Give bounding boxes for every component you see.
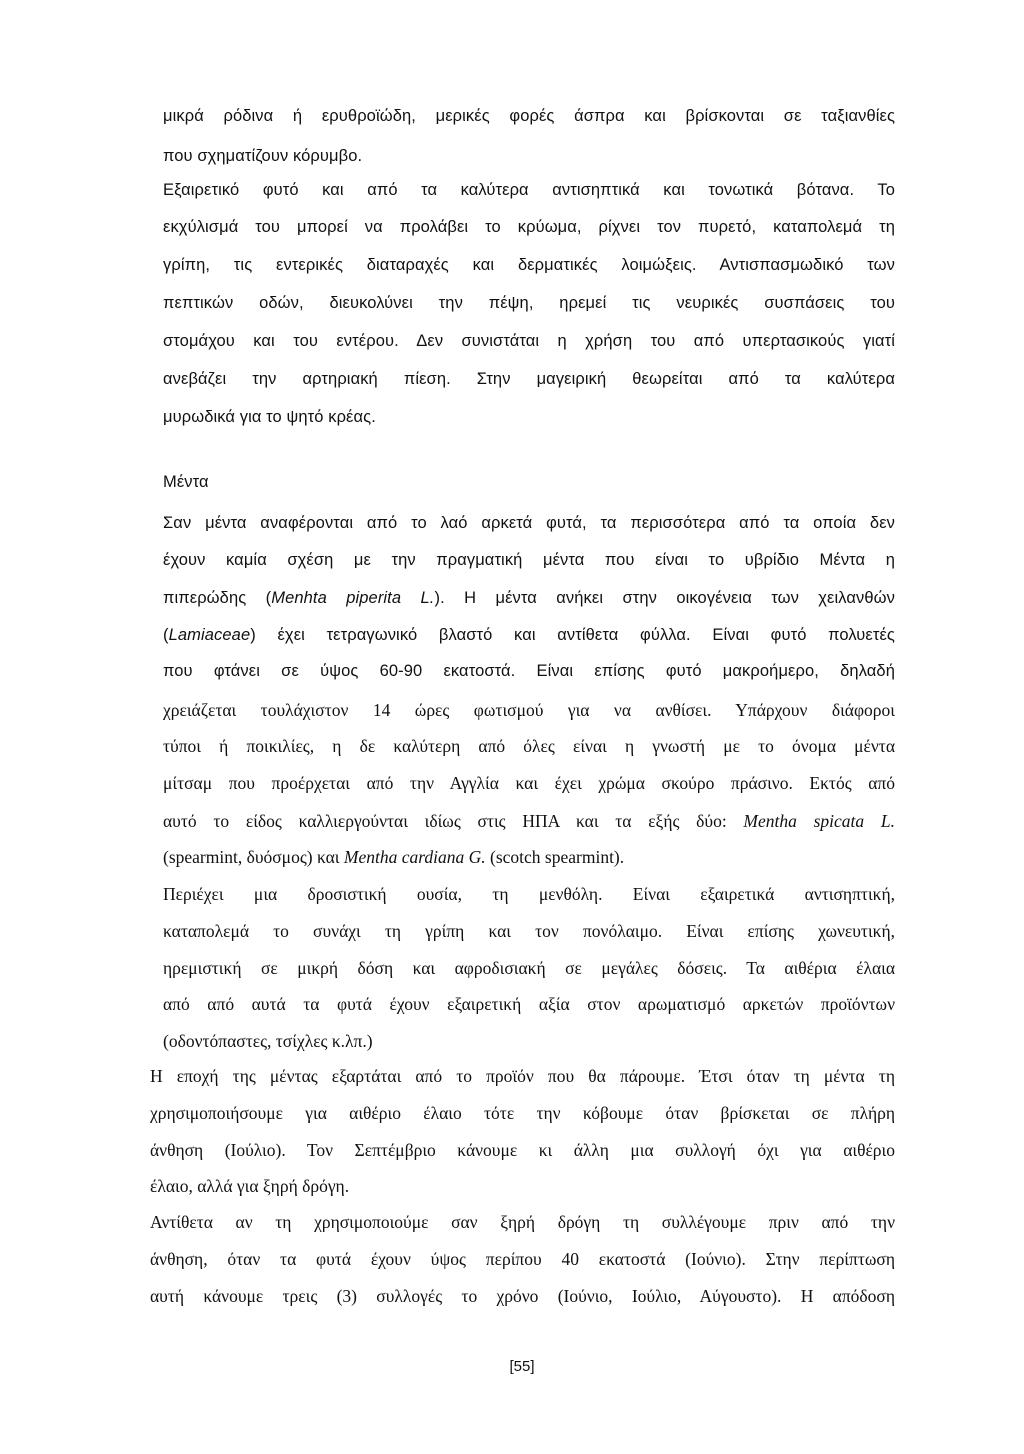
text-line: χρειάζεται τουλάχιστον 14 ώρες φωτισμού για να ανθίσει. Υπάρχουν διάφοροι: [163, 700, 895, 720]
text-line: ηρεμιστική σε μικρή δόση και αφροδισιακή σε μεγάλες δόσεις. Τα αιθέρια έλαια: [163, 958, 895, 978]
text-line: γρίπη, τις εντερικές διαταραχές και δερματικές λοιμώξεις. Αντισπασμωδικό των: [163, 256, 895, 274]
text-line: [163, 590, 895, 607]
text-line: τύποι ή ποικιλίες, η δε καλύτερη από όλες είναι η γνωστή με το όνομα μέντα: [163, 736, 895, 756]
text-run: (scotch spearmint).: [485, 847, 625, 867]
text-line: άνθηση, όταν τα φυτά έχουν ύψος περίπου 40 εκατοστά (Ιούνιο). Στην περίπτωση: [150, 1249, 895, 1269]
text-run: ). Η μέντα ανήκει στην οικογένεια των χειλανθών: [434, 589, 895, 607]
text-line: πεπτικών οδών, διευκολύνει την πέψη, ηρεμεί τις νευρικές συσπάσεις του: [163, 294, 895, 312]
text-line: καταπολεμά το συνάχι τη γρίπη και τον πονόλαιμο. Είναι επίσης χωνευτική,: [163, 921, 895, 941]
text-run: ) έχει τετραγωνικό βλαστό και αντίθετα φύλλα. Είναι φυτό πολυετές: [250, 626, 895, 644]
text-line: μίτσαμ που προέρχεται από την Αγγλία και έχει χρώμα σκούρο πράσινο. Εκτός από: [163, 773, 895, 793]
latin-name: Mentha spicata L.: [743, 811, 895, 831]
text-line: εκχύλισμά του μπορεί να προλάβει το κρύωμα, ρίχνει τον πυρετό, καταπολεμά τη: [163, 218, 895, 236]
text-line: Περιέχει μια δροσιστική ουσία, τη μενθόλη. Είναι εξαιρετικά αντισηπτική,: [163, 884, 895, 904]
text-line: [163, 813, 895, 831]
text-line: Σαν μέντα αναφέρονται από το λαό αρκετά φυτά, τα περισσότερα από τα οποία δεν: [163, 514, 895, 532]
text-line: Η εποχή της μέντας εξαρτάται από το προϊόν που θα πάρουμε. Έτσι όταν τη μέντα τη: [150, 1066, 895, 1086]
text-line: [163, 627, 895, 644]
text-line: στομάχου και του εντέρου. Δεν συνιστάται η χρήση του από υπερτασικούς γιατί: [163, 332, 895, 350]
text-run: πιπερώδης (: [163, 589, 272, 607]
text-line: έχουν καμία σχέση με την πραγματική μέντα που είναι το υβρίδιο Μέντα η: [163, 551, 895, 569]
text-line: χρησιμοποιήσουμε για αιθέριο έλαιο τότε την κόβουμε όταν βρίσκεται σε πλήρη: [150, 1103, 895, 1123]
latin-name: Menhta piperita L.: [271, 589, 435, 607]
section-heading: Μέντα: [163, 473, 209, 491]
text-line: αυτή κάνουμε τρεις (3) συλλογές το χρόνο (Ιούνιο, Ιούλιο, Αύγουστο). Η απόδοση: [150, 1286, 895, 1306]
latin-name: Mentha cardiana G.: [343, 847, 486, 867]
text-line: άνθηση (Ιούλιο). Τον Σεπτέμβριο κάνουμε κι άλλη μια συλλογή όχι για αιθέριο: [150, 1140, 895, 1160]
text-line: που σχηματίζουν κόρυμβο.: [163, 147, 363, 165]
text-line: μικρά ρόδινα ή ερυθροϊώδη, μερικές φορές άσπρα και βρίσκονται σε ταξιανθίες: [163, 107, 895, 125]
text-line: που φτάνει σε ύψος 60-90 εκατοστά. Είναι επίσης φυτό μακροήμερο, δηλαδή: [163, 662, 895, 680]
text-line: Εξαιρετικό φυτό και από τα καλύτερα αντισηπτικά και τονωτικά βότανα. Το: [163, 181, 895, 199]
text-line: από από αυτά τα φυτά έχουν εξαιρετική αξία στον αρωματισμό αρκετών προϊόντων: [163, 994, 895, 1014]
latin-name: Lamiaceae: [168, 626, 251, 644]
text-run: (: [163, 626, 169, 644]
text-line: ανεβάζει την αρτηριακή πίεση. Στην μαγειρική θεωρείται από τα καλύτερα: [163, 370, 895, 388]
text-line: έλαιο, αλλά για ξηρή δρόγη.: [150, 1176, 350, 1196]
text-line: (οδοντόπαστες, τσίχλες κ.λπ.): [163, 1031, 373, 1051]
text-run: (spearmint, δυόσμος) και: [163, 847, 344, 867]
page-number: [55]: [509, 1358, 535, 1375]
text-line: [163, 849, 624, 867]
text-line: μυρωδικά για το ψητό κρέας.: [163, 408, 376, 426]
text-line: Αντίθετα αν τη χρησιμοποιούμε σαν ξηρή δρόγη τη συλλέγουμε πριν από την: [150, 1212, 895, 1232]
text-run: αυτό το είδος καλλιεργούνται ιδίως στις ΗΠΑ και τα εξής δύο:: [163, 811, 744, 831]
